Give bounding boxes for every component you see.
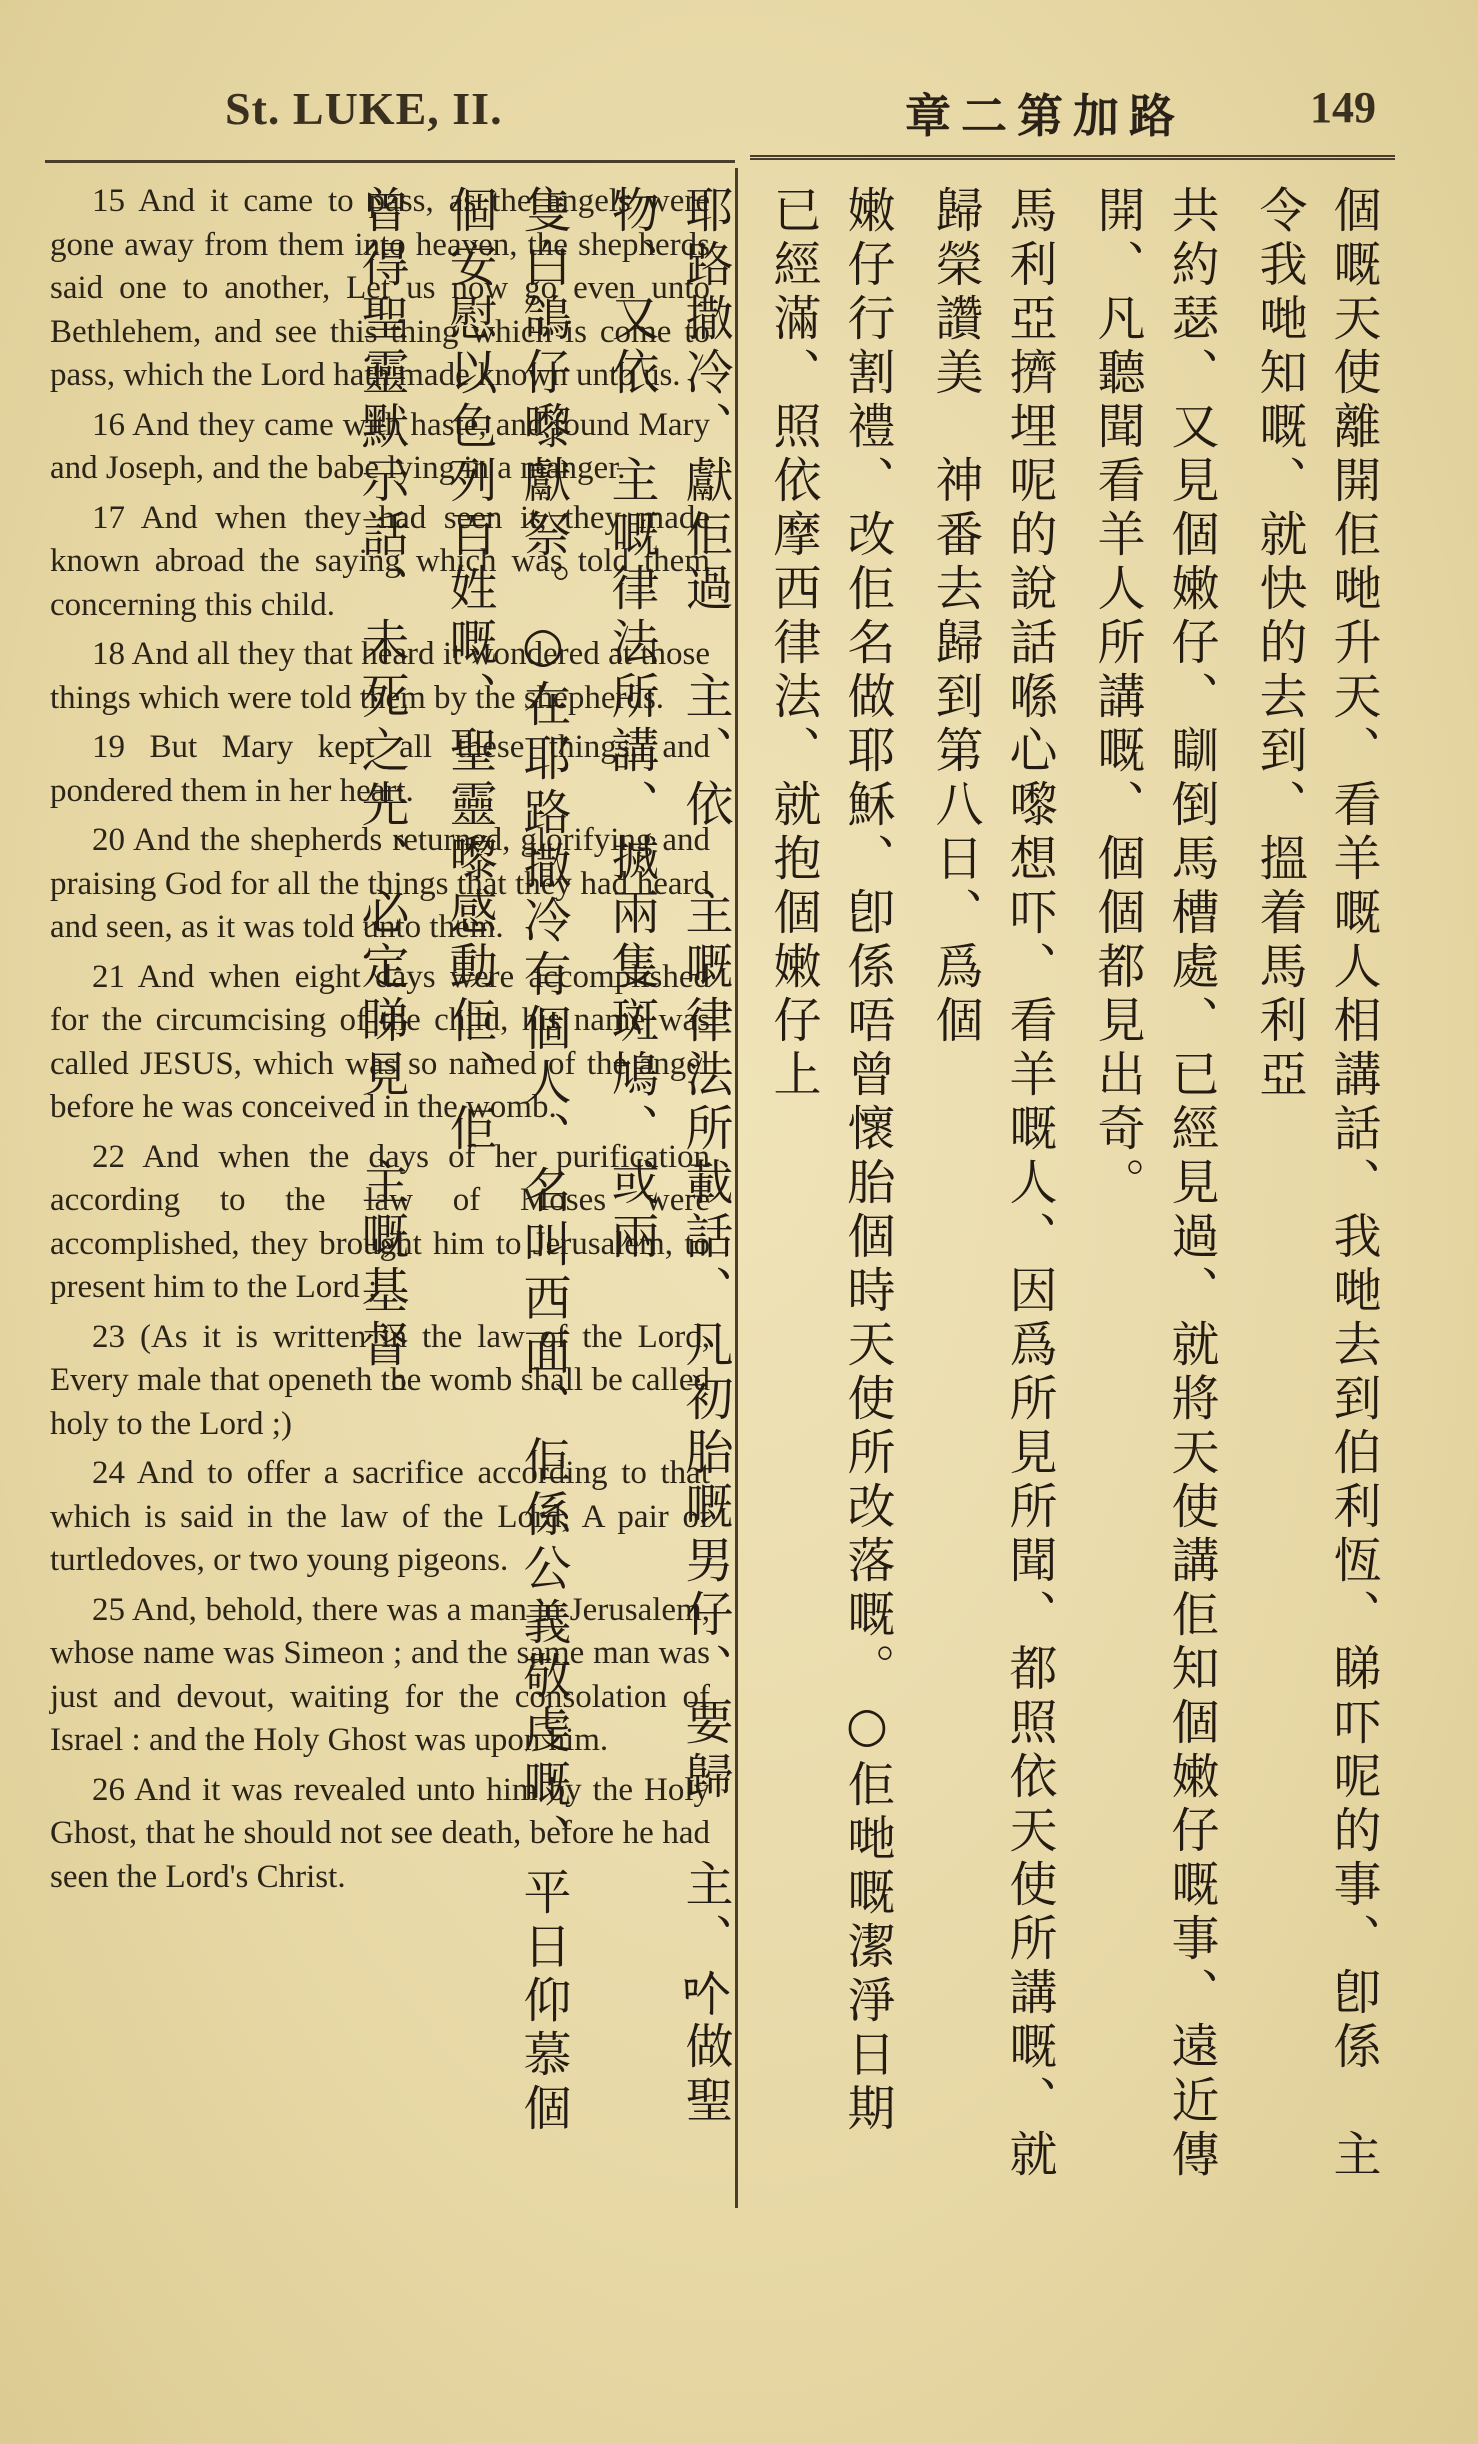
verse-25: 25 And, behold, there was a man in Jerusalem, whose name was Simeon ; and the same man was just and devout, waiting for the consolation of Israel : and the Holy Ghost was upon him. — [50, 1591, 710, 1758]
verse-21: 21 And when eight days were accomplished for the circumcising of the child, his name was called JESUS, which was so named of the angel before he was conceived in the womb. — [50, 958, 710, 1125]
verse-24: 24 And to offer a sacrifice according to that which is said in the law of the Lord, A pair of turtledoves, or two young pigeons. — [50, 1455, 710, 1578]
chinese-line-7: 曾得聖靈默示話、未死之先、必定睇見 主嘅基督。 — [353, 185, 409, 1427]
header-english-title: St. LUKE, II. — [225, 83, 503, 134]
header-rule-left — [45, 160, 735, 163]
chinese-line-6: 隻白鴿仔嚟獻祭。○在耶路撒冷有個人、名叫西面、佢係公義敬虔嘅、平日仰慕個個安慰以色列百姓嘅、聖靈嚟感動佢、佢 — [441, 185, 571, 2137]
page-number: 149 — [1310, 83, 1376, 132]
verse-26: 26 And it was revealed unto him by the Holy Ghost, that he should not see death, before he had seen the Lord's Christ. — [50, 1771, 710, 1895]
verse-23: 23 (As it is written in the law of the Lord, Every male that openeth the womb shall be called holy to the Lord ;) — [50, 1318, 710, 1442]
chinese-line-4: 嫩仔行割禮、改佢名做耶穌、卽係唔曾懷胎個時天使所改落嘅。○佢哋嘅潔淨日期已經滿、照依摩西律法、就抱個嫩仔上 — [765, 185, 895, 2137]
verse-15: 15 And it came to pass, as the angels were gone away from them into heaven, the shepherds said one to another, Let us now go even unto Bethlehem, and see this thing which is come to pass, which the Lord hath made known unto us. — [50, 183, 710, 393]
verse-20: 20 And the shepherds returned, glorifying and praising God for all the things that they had heard and seen, as it was told unto them. — [50, 822, 711, 945]
header-chinese-title: 章二第加路 — [905, 89, 1185, 143]
header-rule-right — [750, 155, 1395, 160]
chinese-line-1: 個嘅天使離開佢哋升天、看羊嘅人相講話、我哋去到伯利恆、睇吓呢的事、卽係 主令我哋知嘅、就快的去到、搵着馬利亞 — [1251, 185, 1381, 2183]
verse-18: 18 And all they that heard it wondered at those things which were told them by the shepherds. — [50, 636, 710, 716]
chinese-line-2: 共約瑟、又見個嫩仔、瞓倒馬槽處、已經見過、就將天使講佢知個嫩仔嘅事、遠近傳開、凡聽聞看羊人所講嘅、個個都見出奇。 — [1089, 185, 1219, 2183]
chinese-line-5: 耶路撒冷、獻佢過 主、依 主嘅律法所載話、凡初胎嘅男仔、要歸 主、𠮶做聖物、又依 主嘅律法所講、搣兩隻斑鳩、或兩 — [603, 185, 733, 2129]
verse-19: 19 But Mary kept all these things, and pondered them in her heart. — [50, 729, 711, 809]
verse-17: 17 And when they had seen it, they made known abroad the saying which was told them concerning this child. — [50, 499, 710, 623]
verse-16: 16 And they came with haste, and found Mary and Joseph, and the babe lying in a manger. — [50, 406, 710, 486]
verse-22: 22 And when the days of her purification according to the law of Moses were accomplished, they brought him to Jerusalem, to present him to the Lord ; — [50, 1138, 710, 1305]
chinese-line-3: 馬利亞擠埋呢的說話喺心嚟想吓、看羊嘅人、因爲所見所聞、都照依天使所講嘅、就歸榮讚美 神番去歸到第八日、爲個 — [927, 185, 1057, 2183]
